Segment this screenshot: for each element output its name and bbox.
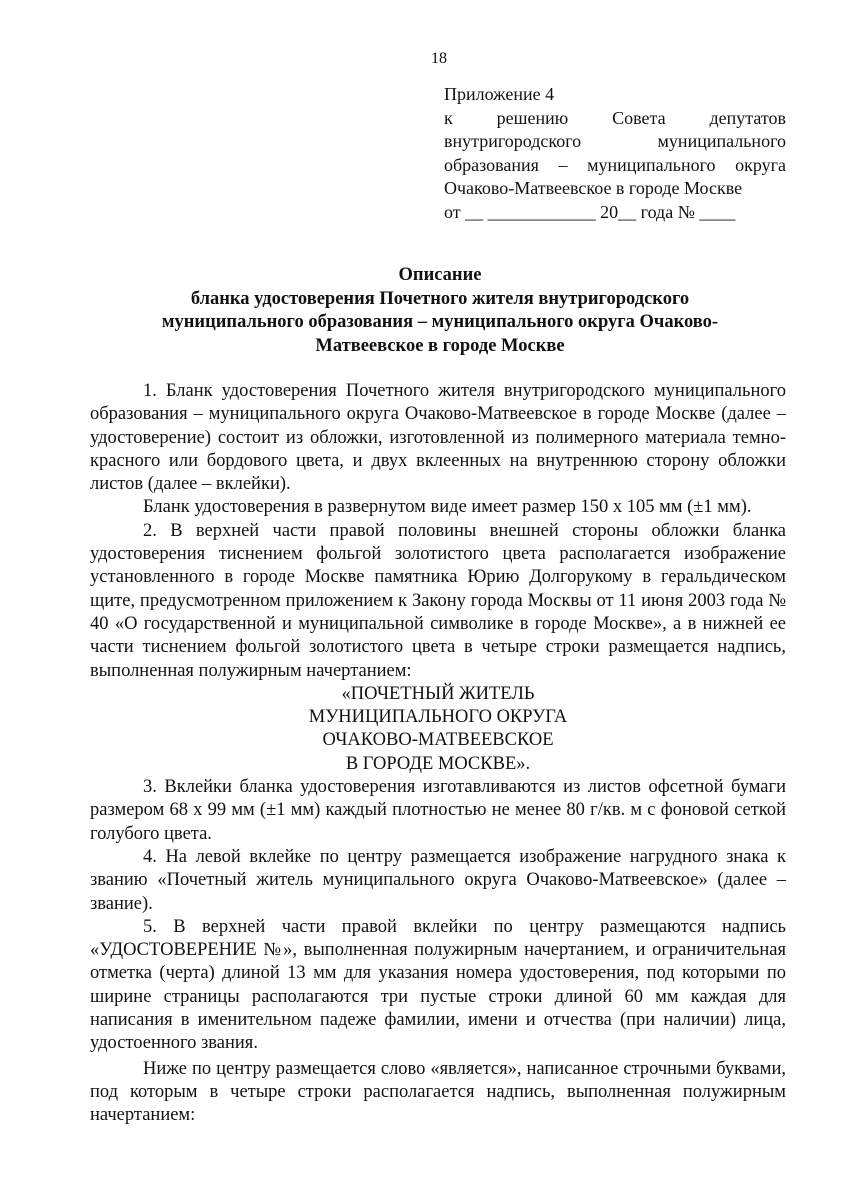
title-line: бланка удостоверения Почетного жителя внутригородского <box>190 288 690 309</box>
paragraph-size: Бланк удостоверения в развернутом виде имеет размер 150 х 105 мм (±1 мм). <box>143 497 752 518</box>
appendix-line: Очаково-Матвеевское в городе Москве <box>444 178 743 198</box>
page-number: 18 <box>431 50 447 67</box>
appendix-date-line: от __ ____________ 20__ года № ____ <box>444 201 736 222</box>
paragraph-4: 4. На левой вклейке по центру размещается изображение нагрудного знака к званию «Почетный житель муниципального округа Очаково-Матвеевское» (далее – звание). <box>90 846 786 914</box>
appendix-title: Приложение 4 <box>444 84 555 104</box>
inscription-line: В ГОРОДЕ МОСКВЕ». <box>345 753 531 774</box>
title-line: муниципального образования – муниципального округа Очаково- <box>161 312 719 332</box>
inscription-line: МУНИЦИПАЛЬНОГО ОКРУГА <box>308 707 568 728</box>
paragraph-2: 2. В верхней части правой половины внешней стороны обложки бланка удостоверения тиснением фольгой золотистого цвета располагается изображение установленного в городе Москве памятника Юрию Долгорукому в геральдическом щите, предусмотренном приложением к Закону города Москвы от 11 июня 2003 года № 40 «О государственной и муниципальной символике в городе Москве», а в нижней ее части тиснением фольгой золотистого цвета в четыре строки размещается надпись, выполненная полужирным начертанием: <box>90 520 786 681</box>
title-line: Описание <box>398 265 482 285</box>
paragraph-5: 5. В верхней части правой вклейки по центру размещаются надпись «УДОСТОВЕРЕНИЕ №», выполненная полужирным начертанием, и ограничительная отметка (черта) длиной 13 мм для указания номера удостоверения, под которыми по ширине страницы располагаются три пустые строки длиной 60 мм каждая для написания в именительном падеже фамилии, имени и отчества (при наличии) лица, удостоенного звания. <box>90 916 786 1054</box>
title-line: Матвеевское в городе Москве <box>315 335 565 356</box>
document-body <box>90 380 786 1128</box>
appendix-line: к решению Совета депутатов <box>444 107 786 128</box>
appendix-line: образования – муниципального округа <box>444 154 786 175</box>
paragraph-3: 3. Вклейки бланка удостоверения изготавливаются из листов офсетной бумаги размером 68 х 99 мм (±1 мм) каждый плотностью не менее 80 г/кв. м с фоновой сеткой голубого цвета. <box>90 777 786 844</box>
paragraph-1: 1. Бланк удостоверения Почетного жителя внутригородского муниципального образования – муниципального округа Очаково-Матвеевское в городе Москве (далее – удостоверение) состоит из обложки, изготовленной из полимерного материала темно-красного или бордового цвета, и двух вклеенных на внутреннюю сторону обложки листов (далее – вклейки). <box>90 381 786 495</box>
appendix-line: внутригородского муниципального <box>444 131 786 151</box>
inscription-line: «ПОЧЕТНЫЙ ЖИТЕЛЬ <box>341 683 535 704</box>
inscription-line: ОЧАКОВО-МАТВЕЕВСКОЕ <box>322 730 554 751</box>
paragraph-continuation: Ниже по центру размещается слово «является», написанное строчными буквами, под которым в четыре строки располагается надпись, выполненная полужирным начертанием: <box>90 1058 786 1126</box>
cover-inscription <box>90 683 786 776</box>
document-title <box>90 264 790 358</box>
appendix-header <box>444 83 786 224</box>
